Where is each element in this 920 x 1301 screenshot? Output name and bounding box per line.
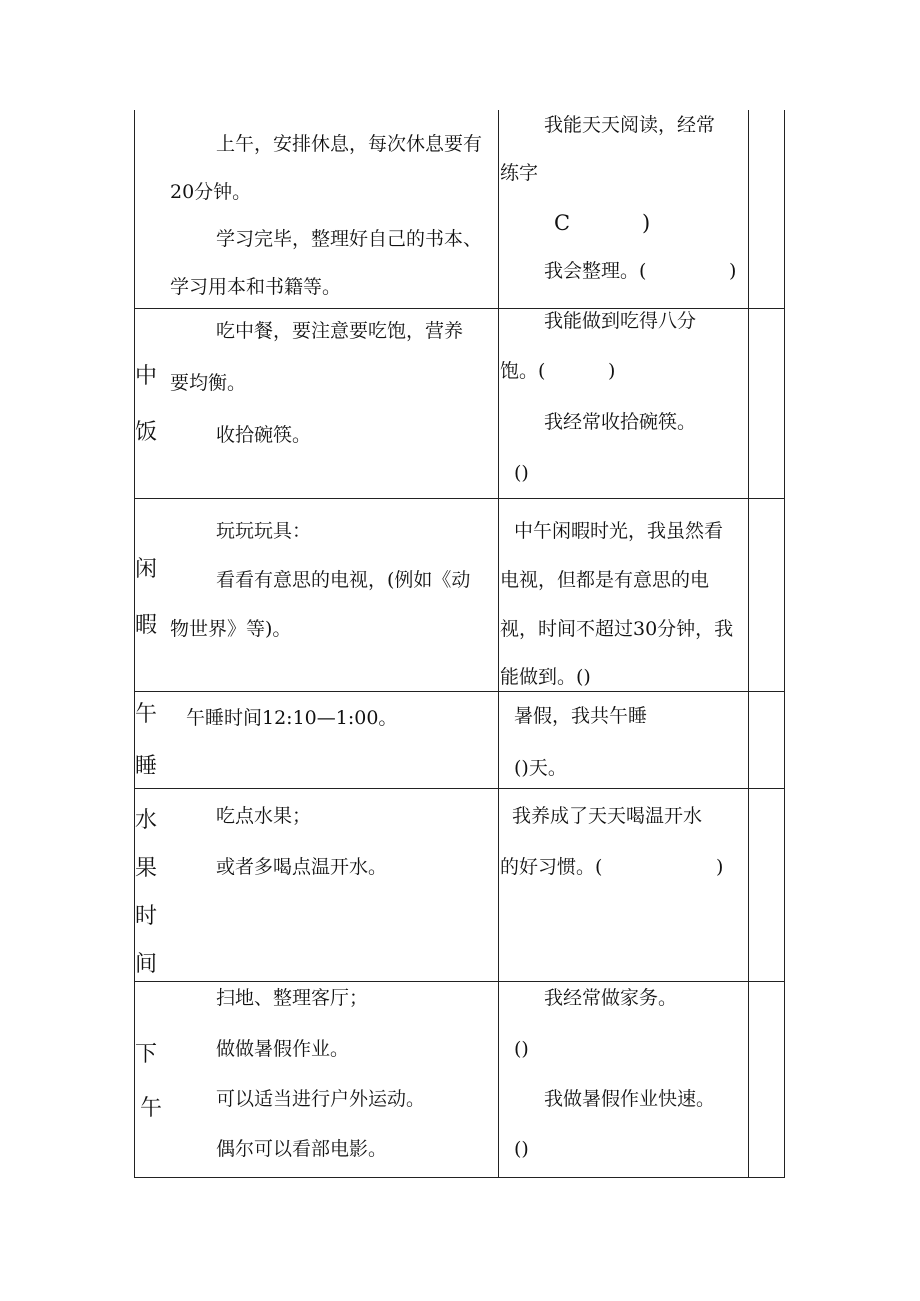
plan-text: 吃中餐，要注意要吃饱，营养 (216, 320, 464, 342)
eval-text: C (554, 211, 571, 235)
table-divider-eval-extra (748, 110, 749, 1178)
plan-text: 学习完毕，整理好自己的书本、 (216, 228, 483, 250)
row-divider (134, 691, 785, 692)
eval-text: ) (729, 260, 737, 282)
plan-text: 要均衡。 (170, 372, 247, 394)
plan-text: 20分钟。 (170, 181, 252, 203)
eval-text: 我养成了天天喝温开水 (512, 805, 703, 827)
eval-text: 暑假，我共午睡 (514, 705, 648, 727)
table-border-bottom (134, 1177, 785, 1178)
eval-text: ) (716, 856, 724, 878)
plan-text: 收拾碗筷。 (216, 424, 312, 446)
row-divider (134, 981, 785, 982)
plan-text: 学习用本和书籍等。 (170, 276, 342, 298)
eval-text: ()天。 (514, 757, 567, 779)
eval-text: 我经常做家务。 (544, 987, 678, 1009)
table-divider-plan-eval (498, 110, 499, 1178)
time-label: 时 (135, 904, 158, 929)
table-border-left (134, 110, 135, 1178)
time-label: 水 (135, 808, 158, 833)
eval-text: 我会整理。( (544, 260, 647, 282)
eval-text: 视，时间不超过30分钟，我 (500, 618, 734, 640)
time-label: 饭 (135, 420, 158, 445)
row-divider (134, 498, 785, 499)
eval-text: 的好习惯。( (500, 856, 603, 878)
plan-text: 看看有意思的电视，(例如《动 (216, 569, 471, 591)
eval-text: 我能做到吃得八分 (544, 310, 697, 332)
time-label: 下 (135, 1042, 158, 1067)
plan-text: 扫地、整理客厅； (216, 987, 369, 1009)
eval-text: 我做暑假作业快速。 (544, 1088, 716, 1110)
plan-text: 午睡时间12:10—1:00。 (186, 707, 398, 729)
eval-text: () (514, 462, 529, 484)
plan-text: 物世界》等)。 (170, 618, 292, 640)
time-label: 暇 (135, 613, 158, 638)
plan-text: 上午，安排休息，每次休息要有 (216, 133, 483, 155)
eval-text: ) (608, 360, 616, 382)
plan-text: 偶尔可以看部电影。 (216, 1138, 388, 1160)
eval-text: 我经常收拾碗筷。 (544, 411, 697, 433)
eval-text: () (514, 1038, 529, 1060)
eval-text: 我能天天阅读，经常 (544, 114, 716, 136)
eval-text: () (514, 1138, 529, 1160)
plan-text: 做做暑假作业。 (216, 1038, 350, 1060)
plan-text: 玩玩玩具： (216, 520, 312, 542)
time-label: 果 (135, 856, 158, 881)
eval-text: ) (642, 211, 651, 235)
eval-text: 电视，但都是有意思的电 (500, 569, 710, 591)
eval-text: 中午闲暇时光，我虽然看 (514, 520, 724, 542)
time-label: 闲 (135, 557, 158, 582)
eval-text: 练字 (500, 162, 539, 184)
plan-text: 可以适当进行户外运动。 (216, 1088, 426, 1110)
time-label: 中 (135, 364, 158, 389)
time-label: 午 (140, 1096, 163, 1121)
plan-text: 吃点水果； (216, 805, 312, 827)
time-label: 间 (135, 952, 158, 977)
eval-text: 饱。( (500, 360, 546, 382)
row-divider (134, 788, 785, 789)
time-label: 睡 (135, 754, 158, 779)
eval-text: 能做到。() (500, 666, 591, 688)
table-border-right (784, 110, 785, 1178)
plan-text: 或者多喝点温开水。 (216, 856, 388, 878)
time-label: 午 (135, 702, 158, 727)
schedule-table (134, 110, 785, 1178)
